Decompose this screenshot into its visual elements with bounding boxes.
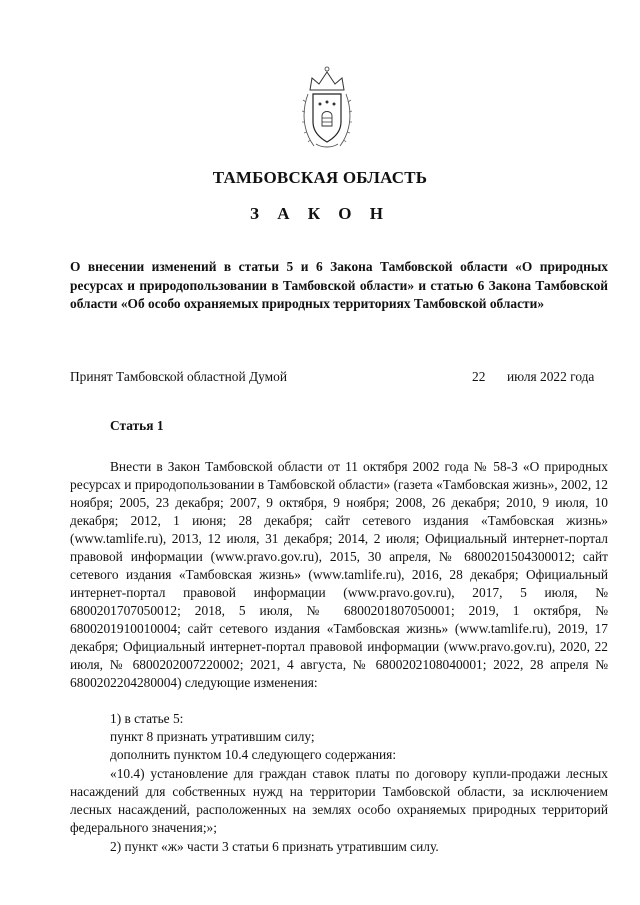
list-item-quoted-clause: «10.4) установление для граждан ставок платы по договору купли-продажи лесных насаждений для собственных нужд на территории Тамбовской области, за исключением лесных насаждений, расположенных на землях особо охраняемых природных территорий федерального значения;»; bbox=[70, 766, 608, 835]
adoption-month-year: июля 2022 года bbox=[507, 369, 595, 384]
tambov-coat-of-arms-icon bbox=[300, 60, 354, 152]
article-intro-paragraph: Внести в Закон Тамбовской области от 11 октября 2002 года № 58-З «О природных ресурсах и природопользовании в Тамбовской области» (газета «Тамбовская жизнь», 2002, 12 ноября; 2005, 23 декабря; 2007, 9 октября, 9 ноября; 2008, 26 декабря; 2010, 9 июля, 10 декабря; 2012, 1 июня; 28 декабря; сайт сетевого издания «Тамбовская жизнь» (www.tamlife.ru), 2013, 12 июля, 31 декабря; 2014, 2 июля; Официальный интернет-портал правовой информации (www.pravo.gov.ru), 2015, 30 апреля, № 6800201504300012; сайт сетевого издания «Тамбовская жизнь» (www.tamlife.ru), 2016, 28 декабря; Официальный интернет-портал правовой информации (www.pravo.gov.ru), 2017, 5 июля, № 6800201707050012; 2018, 5 июля, № 6800201807050001; 2019, 1 октября, № 6800201910010004; сайт сетевого издания «Тамбовская жизнь» (www.tamlife.ru), 2019, 17 декабря; Официальный интернет-портал правовой информации (www.pravo.gov.ru), 2020, 22 июля, № 6800202007220002; 2021, 4 августа, № 6800202108040001; 2022, 28 апреля № 6800202204280004) следующие изменения: bbox=[70, 459, 608, 690]
list-item: пункт 8 признать утратившим силу; bbox=[110, 729, 315, 744]
law-title: О внесении изменений в статьи 5 и 6 Закона Тамбовской области «О природных ресурсах и природопользовании в Тамбовской области» и статью 6 Закона Тамбовской области «Об особо охраняемых природных территориях Тамбовской области» bbox=[70, 259, 608, 311]
list-item: 2) пункт «ж» части 3 статьи 6 признать утратившим силу. bbox=[110, 839, 439, 854]
article-heading: Статья 1 bbox=[110, 418, 164, 433]
list-item: 1) в статье 5: bbox=[110, 711, 184, 726]
adopting-body: Принят Тамбовской областной Думой bbox=[70, 369, 288, 384]
adoption-day: 22 bbox=[472, 369, 486, 384]
region-name: ТАМБОВСКАЯ ОБЛАСТЬ bbox=[212, 168, 428, 187]
document-type: З А К О Н bbox=[249, 204, 391, 223]
list-item: дополнить пунктом 10.4 следующего содержания: bbox=[110, 747, 397, 762]
